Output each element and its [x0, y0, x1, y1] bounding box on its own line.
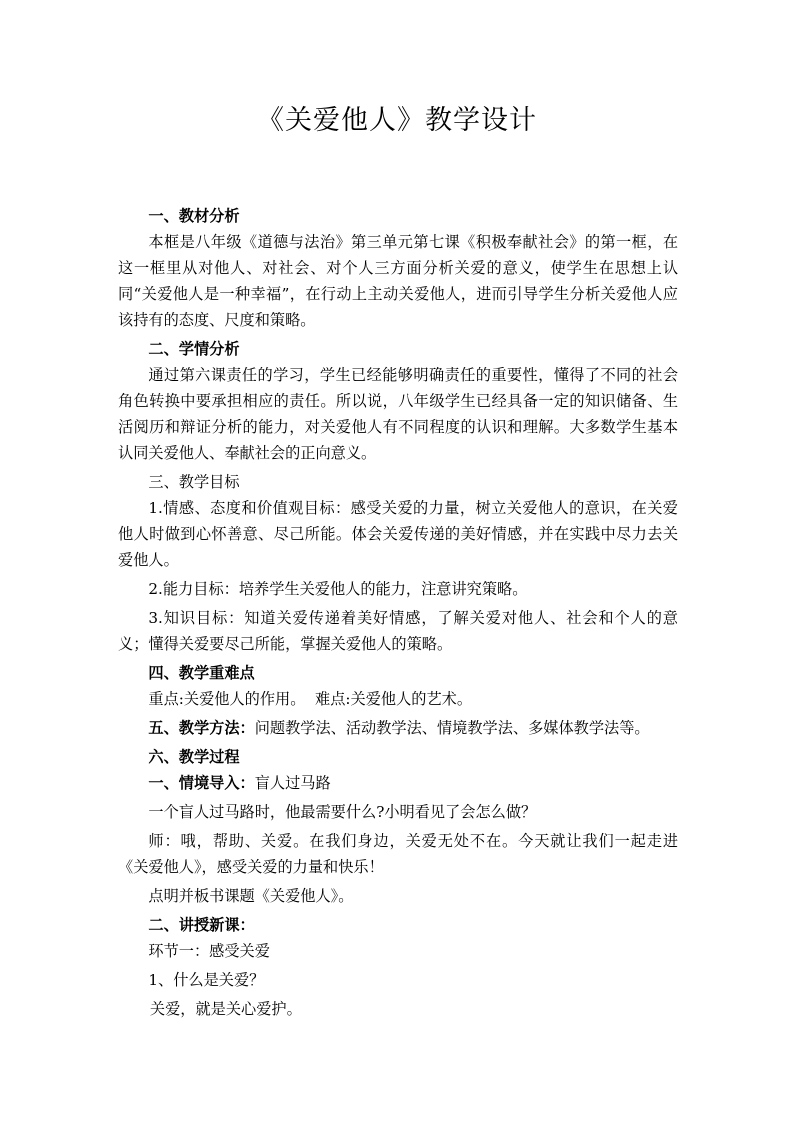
section-heading-student-analysis: 二、学情分析	[148, 340, 240, 358]
document-title: 《关爱他人》教学设计	[257, 105, 537, 136]
section-heading-key-difficult: 四、教学重难点	[148, 664, 255, 682]
paragraph-goal-ability: 2.能力目标：培养学生关爱他人的能力，注意讲究策略。	[148, 580, 528, 598]
paragraph-board-title: 点明并板书课题《关爱他人》。	[148, 887, 354, 905]
paragraph-teacher-speech: 师：哦，帮助、关爱。在我们身边，关爱无处不在。今天就让我们一起走进《关爱他人》，感受关爱的力量和快乐！	[118, 832, 678, 876]
paragraph-scene-intro	[118, 770, 678, 796]
section-heading-teaching-methods: 五、教学方法：	[148, 719, 255, 737]
paragraph-teaching-methods	[118, 715, 678, 741]
paragraph-link-one: 环节一：感受关爱	[148, 942, 270, 960]
document-body	[118, 203, 678, 1022]
paragraph-goal-knowledge: 3.知识目标：知道关爱传递着美好情感，了解关爱对他人、社会和个人的意义；懂得关爱要尽己所能，掌握关爱他人的策略。	[118, 609, 678, 653]
scene-intro-heading: 一、情境导入：	[148, 774, 255, 792]
paragraph-textbook-analysis: 本框是八年级《道德与法治》第三单元第七课《积极奉献社会》的第一框，在这一框里从对他人、对社会、对个人三方面分析关爱的意义，使学生在思想上认同“关爱他人是一种幸福”，在行动上主动关爱他人，进而引导学生分析关爱他人应该持有的态度、尺度和策略。	[118, 233, 678, 329]
section-heading-teaching-goals: 三、教学目标	[148, 473, 240, 491]
section-heading-teaching-process: 六、教学过程	[148, 748, 240, 766]
section-heading-textbook-analysis: 一、教材分析	[148, 207, 240, 225]
paragraph-key-difficult: 重点:关爱他人的作用。 难点:关爱他人的艺术。	[148, 690, 473, 708]
paragraph-question-what-is-care: 1、什么是关爱？	[148, 971, 265, 989]
paragraph-scene-question: 一个盲人过马路时，他最需要什么?小明看见了会怎么做？	[148, 803, 537, 821]
paragraph-goal-emotion: 1.情感、态度和价值观目标：感受关爱的力量，树立关爱他人的意识，在关爱他人时做到心怀善意、尽己所能。体会关爱传递的美好情感，并在实践中尽力去关爱他人。	[118, 499, 678, 569]
teaching-methods-text: 问题教学法、活动教学法、情境教学法、多媒体教学法等。	[254, 719, 650, 737]
section-heading-new-lesson: 二、讲授新课：	[148, 916, 255, 934]
paragraph-student-analysis: 通过第六课责任的学习，学生已经能够明确责任的重要性，懂得了不同的社会角色转换中要承担相应的责任。所以说，八年级学生已经具备一定的知识储备、生活阅历和辩证分析的能力，对关爱他人有不同程度的认识和理解。大多数学生基本认同关爱他人、奉献社会的正向意义。	[118, 366, 678, 462]
scene-intro-topic: 盲人过马路	[254, 774, 331, 792]
paragraph-answer-care: 关爱，就是关心爱护。	[149, 1000, 302, 1018]
